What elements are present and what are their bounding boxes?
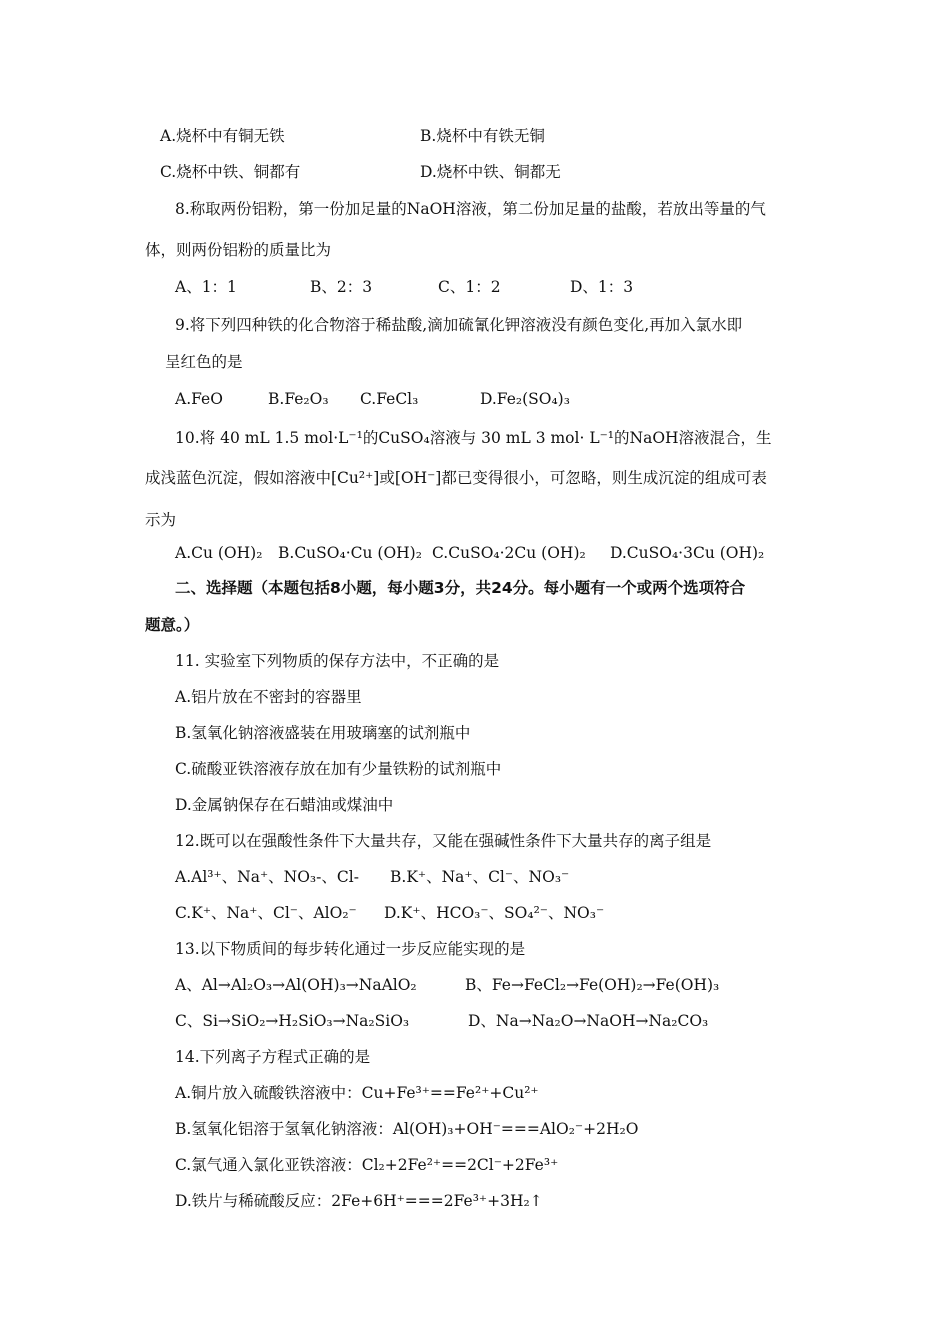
q8-option-b: B、2：3 [310, 278, 373, 296]
q7-option-c: C.烧杯中铁、铜都有 [160, 163, 301, 181]
q13-option-b: B、Fe→FeCl₂→Fe(OH)₂→Fe(OH)₃ [465, 976, 720, 994]
q7-option-b: B.烧杯中有铁无铜 [420, 127, 545, 145]
q7-option-a: A.烧杯中有铜无铁 [160, 127, 285, 145]
q11-option-c: C.硫酸亚铁溶液存放在加有少量铁粉的试剂瓶中 [175, 760, 502, 778]
q14-option-a: A.铜片放入硫酸铁溶液中：Cu+Fe³⁺==Fe²⁺+Cu²⁺ [175, 1084, 539, 1102]
q10-stem-line1: 10.将 40 mL 1.5 mol·L⁻¹的CuSO₄溶液与 30 mL 3 mol· L⁻¹的NaOH溶液混合，生 [175, 429, 772, 447]
q10-option-a: A.Cu (OH)₂ [175, 544, 263, 562]
section-heading-line1: 二、选择题（本题包括8小题，每小题3分，共24分。每小题有一个或两个选项符合 [175, 579, 746, 597]
q10-stem-line2: 成浅蓝色沉淀，假如溶液中[Cu²⁺]或[OH⁻]都已变得很小，可忽略，则生成沉淀的组成可表 [145, 469, 767, 487]
q10-stem-line3: 示为 [145, 511, 177, 529]
q13-option-a: A、Al→Al₂O₃→Al(OH)₃→NaAlO₂ [175, 976, 417, 994]
q8-option-c: C、1：2 [438, 278, 501, 296]
q12-option-c: C.K⁺、Na⁺、Cl⁻、AlO₂⁻ [175, 904, 357, 922]
q10-option-c: C.CuSO₄·2Cu (OH)₂ [432, 544, 586, 562]
q11-stem: 11. 实验室下列物质的保存方法中，不正确的是 [175, 652, 500, 670]
q12-option-b: B.K⁺、Na⁺、Cl⁻、NO₃⁻ [390, 868, 570, 886]
q14-option-d: D.铁片与稀硫酸反应：2Fe+6H⁺===2Fe³⁺+3H₂↑ [175, 1192, 543, 1210]
section-heading-line2: 题意。） [145, 616, 200, 634]
q11-option-d: D.金属钠保存在石蜡油或煤油中 [175, 796, 394, 814]
q9-option-d: D.Fe₂(SO₄)₃ [480, 390, 570, 408]
q8-option-d: D、1：3 [570, 278, 634, 296]
q10-option-b: B.CuSO₄·Cu (OH)₂ [278, 544, 422, 562]
q9-option-c: C.FeCl₃ [360, 390, 419, 408]
q13-stem: 13.以下物质间的每步转化通过一步反应能实现的是 [175, 940, 526, 958]
q12-option-a: A.Al³⁺、Na⁺、NO₃-、Cl- [175, 868, 359, 886]
q13-option-c: C、Si→SiO₂→H₂SiO₃→Na₂SiO₃ [175, 1012, 410, 1030]
q14-option-c: C.氯气通入氯化亚铁溶液：Cl₂+2Fe²⁺==2Cl⁻+2Fe³⁺ [175, 1156, 559, 1174]
q10-option-d: D.CuSO₄·3Cu (OH)₂ [610, 544, 765, 562]
q8-option-a: A、1：1 [175, 278, 237, 296]
q14-stem: 14.下列离子方程式正确的是 [175, 1048, 371, 1066]
q14-option-b: B.氢氧化铝溶于氢氧化钠溶液：Al(OH)₃+OH⁻===AlO₂⁻+2H₂O [175, 1120, 639, 1138]
q12-stem: 12.既可以在强酸性条件下大量共存，又能在强碱性条件下大量共存的离子组是 [175, 832, 712, 850]
q11-option-a: A.铝片放在不密封的容器里 [175, 688, 362, 706]
q8-stem-line2: 体，则两份铝粉的质量比为 [145, 241, 332, 259]
q11-option-b: B.氢氧化钠溶液盛装在用玻璃塞的试剂瓶中 [175, 724, 471, 742]
q8-stem-line1: 8.称取两份铝粉，第一份加足量的NaOH溶液，第二份加足量的盐酸，若放出等量的气 [175, 200, 766, 218]
q9-stem-line1: 9.将下列四种铁的化合物溶于稀盐酸,滴加硫氰化钾溶液没有颜色变化,再加入氯水即 [175, 316, 743, 334]
q9-option-b: B.Fe₂O₃ [268, 390, 329, 408]
q9-option-a: A.FeO [175, 390, 223, 408]
q12-option-d: D.K⁺、HCO₃⁻、SO₄²⁻、NO₃⁻ [384, 904, 605, 922]
q9-stem-line2: 呈红色的是 [165, 353, 243, 371]
q13-option-d: D、Na→Na₂O→NaOH→Na₂CO₃ [468, 1012, 709, 1030]
q7-option-d: D.烧杯中铁、铜都无 [420, 163, 561, 181]
